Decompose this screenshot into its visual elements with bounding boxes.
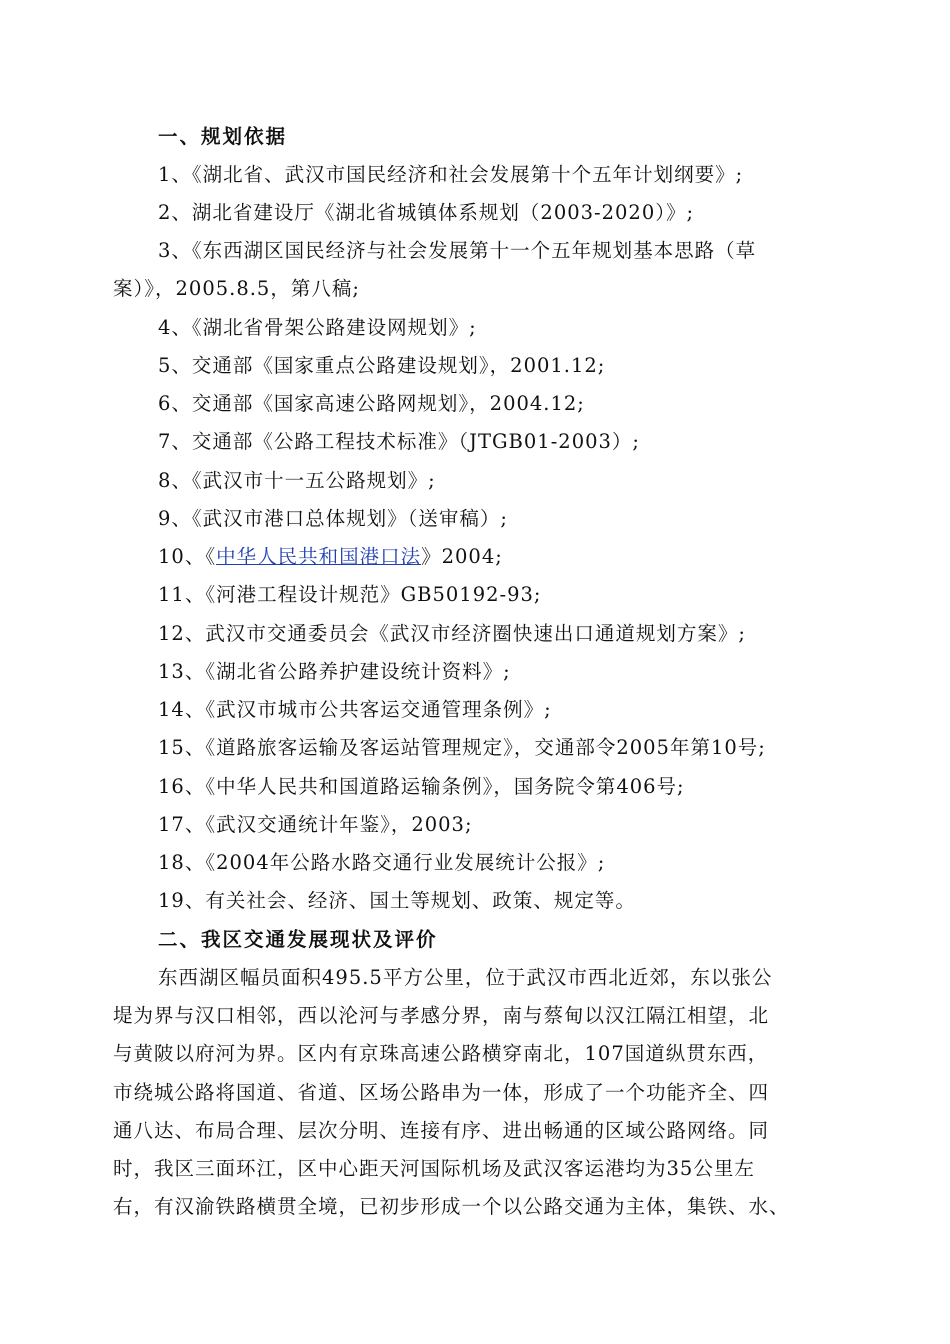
list-item-suffix: 》2004; bbox=[421, 545, 503, 568]
list-item: 18、《2004年公路水路交通行业发展统计公报》; bbox=[158, 851, 606, 874]
list-item: 17、《武汉交通统计年鉴》，2003; bbox=[158, 813, 473, 836]
list-item: 19、有关社会、经济、国土等规划、政策、规定等。 bbox=[158, 889, 636, 912]
list-item: 9、《武汉市港口总体规划》（送审稿）; bbox=[158, 507, 508, 530]
paragraph-line: 右，有汉渝铁路横贯全境，已初步形成一个以公路交通为主体，集铁、水、 bbox=[113, 1195, 790, 1218]
list-item: 5、交通部《国家重点公路建设规划》，2001.12; bbox=[158, 354, 606, 377]
paragraph-line: 时，我区三面环江，区中心距天河国际机场及武汉客运港均为35公里左 bbox=[113, 1157, 755, 1180]
paragraph-line: 与黄陂以府河为界。区内有京珠高速公路横穿南北，107国道纵贯东西， bbox=[113, 1042, 769, 1065]
paragraph-line: 堤为界与汉口相邻，西以沦河与孝感分界，南与蔡甸以汉江隔江相望，北 bbox=[113, 1004, 770, 1027]
list-item: 15、《道路旅客运输及客运站管理规定》，交通部令2005年第10号; bbox=[158, 736, 766, 759]
list-item: 1、《湖北省、武汉市国民经济和社会发展第十个五年计划纲要》; bbox=[158, 163, 744, 186]
section-heading-planning-basis: 一、规划依据 bbox=[158, 125, 288, 148]
list-item-continuation: 案）》，2005.8.5，第八稿; bbox=[113, 277, 360, 300]
list-item: 7、交通部《公路工程技术标准》（JTGB01-2003）; bbox=[158, 430, 640, 453]
list-item: 8、《武汉市十一五公路规划》; bbox=[158, 469, 436, 492]
list-item: 6、交通部《国家高速公路网规划》，2004.12; bbox=[158, 392, 585, 415]
list-item-with-link bbox=[0, 544, 950, 570]
section-heading-status: 二、我区交通发展现状及评价 bbox=[158, 928, 438, 951]
paragraph-line: 市绕城公路将国道、省道、区场公路串为一体，形成了一个功能齐全、四 bbox=[113, 1081, 770, 1104]
list-item: 2、湖北省建设厅《湖北省城镇体系规划（2003-2020）》; bbox=[158, 201, 695, 224]
list-item: 13、《湖北省公路养护建设统计资料》; bbox=[158, 660, 511, 683]
list-item: 14、《武汉市城市公共客运交通管理条例》; bbox=[158, 698, 552, 721]
list-item: 4、《湖北省骨架公路建设网规划》; bbox=[158, 316, 477, 339]
list-item-prefix: 10、《 bbox=[158, 545, 217, 568]
list-item: 3、《东西湖区国民经济与社会发展第十一个五年规划基本思路（草 bbox=[158, 239, 757, 262]
port-law-link[interactable]: 中华人民共和国港口法 bbox=[216, 545, 422, 568]
list-item: 12、武汉市交通委员会《武汉市经济圈快速出口通道规划方案》; bbox=[158, 622, 746, 645]
paragraph-line: 通八达、布局合理、层次分明、连接有序、进出畅通的区域公路网络。同 bbox=[113, 1119, 770, 1142]
paragraph-line: 东西湖区幅员面积495.5平方公里，位于武汉市西北近郊，东以张公 bbox=[158, 966, 773, 989]
list-item: 16、《中华人民共和国道路运输条例》，国务院令第406号; bbox=[158, 775, 685, 798]
list-item: 11、《河港工程设计规范》GB50192-93; bbox=[158, 583, 542, 606]
